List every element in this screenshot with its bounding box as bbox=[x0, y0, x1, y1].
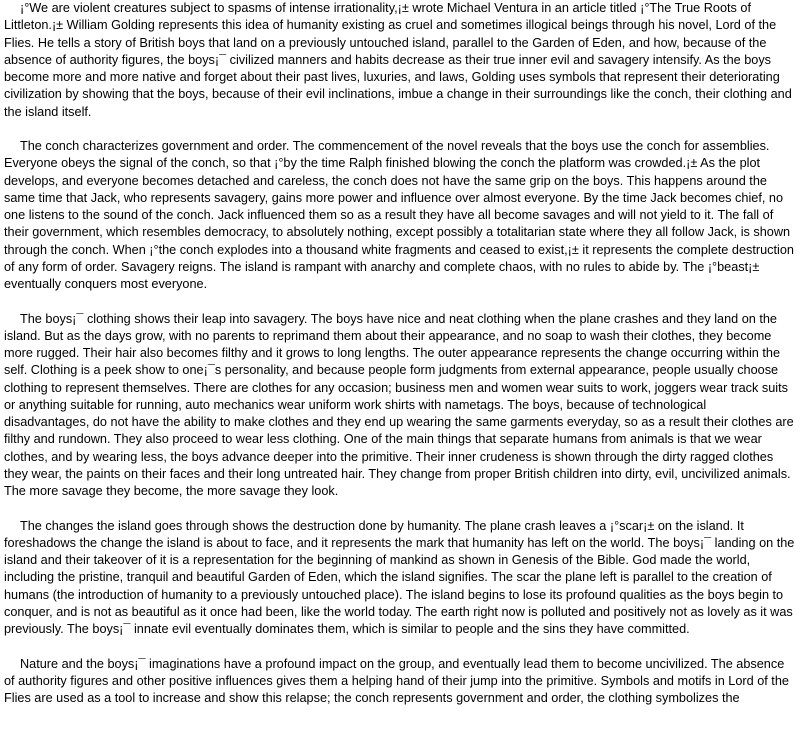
essay-paragraph-nature: Nature and the boys¡¯ imaginations have a profound impact on the group, and eventually lead them to become uncivilized. The absence of authority figures and other positive influences gives them a helping hand of their jump into the primitive. Symbols and motifs in Lord of the Flies are used as a tool to increase and show this relapse; the conch represents government and order, the clothing symbolizes the bbox=[4, 656, 789, 705]
essay-paragraph-clothing: The boys¡¯ clothing shows their leap into savagery. The boys have nice and neat clothing when the plane crashes and they land on the island. But as the days grow, with no parents to reprimand them about their appearance, and no soap to wash their clothes, they become more rugged. Their hair also becomes filthy and it grows to long lengths. The outer appearance represents the change occurring within the self. Clothing is a peek show to one¡¯s personality, and because people form judgments from external appearance, people usually choose clothing to represent themselves. There are clothes for any occasion; business men and women wear suits to work, joggers wear track suits or anything suitable for running, auto mechanics wear uniform work shirts with nametags. The boys, because of technological disadvantages, do not have the ability to make clothes and they end up wearing the same garments everyday, so as a result their clothes are filthy and rundown. They also proceed to wear less clothing. One of the main things that separate humans from animals is that we wear clothes, and by wearing less, the boys advance deeper into the primitive. Their inner crudeness is shown through the dirty ragged clothes they wear, the paints on their faces and their long untreated hair. They change from proper British children into dirty, evil, uncivilized animals. The more savage they become, the more savage they look. bbox=[4, 311, 794, 498]
essay-paragraph-conch: The conch characterizes government and order. The commencement of the novel reveals that the boys use the conch for assemblies. Everyone obeys the signal of the conch, so that ¡°by the time Ralph finished blowing the conch the platform was crowded.¡± As the plot develops, and everyone becomes detached and careless, the conch does not have the same grip on the boys. This happens around the same time that Jack, who represents savagery, gains more power and influence over almost everyone. By the time Jack becomes chief, no one listens to the sound of the conch. Jack influenced them so as a result they have all become savages and will not yield to it. The fall of their government, which resembles democracy, to absolutely nothing, except possibly a totalitarian state where they all follow Jack, is shown through the conch. When ¡°the conch explodes into a thousand white fragments and ceased to exist,¡± it represents the complete destruction of any form of order. Savagery reigns. The island is rampant with anarchy and complete chaos, with no rules to abide by. The ¡°beast¡± eventually conquers most everyone. bbox=[4, 139, 794, 291]
essay-paragraph-intro: ¡°We are violent creatures subject to spasms of intense irrationality,¡± wrote Michael Ventura in an article titled ¡°The True Roots of Littleton.¡± William Golding represents this idea of humanity existing as cruel and sometimes illogical beings through his novel, Lord of the Flies. He tells a story of British boys that land on a previously untouched island, parallel to the Garden of Eden, and how, because of the absence of authority figures, the boys¡¯ civilized manners and habits decrease as their true inner evil and savagery intensify. As the boys become more and more native and forget about their past lives, luxuries, and laws, Golding uses symbols that represent their deteriorating civilization by showing that the boys, because of their evil inclinations, imbue a change in their surroundings like the conch, their clothing and the island itself. bbox=[4, 1, 792, 119]
essay-paragraph-island: The changes the island goes through shows the destruction done by humanity. The plane crash leaves a ¡°scar¡± on the island. It foreshadows the change the island is about to face, and it represents the mark that humanity has left on the world. The boys¡¯ landing on the island and their takeover of it is a representation for the beginning of mankind as shown in Genesis of the Bible. God made the world, including the pristine, tranquil and beautiful Garden of Eden, which the island signifies. The scar the plane left is parallel to the creation of humans (the introduction of humanity to a previously untouched place). The island begins to lose its profound qualities as the boys begin to conquer, and is not as beautiful as it once had been, like the world today. The earth right now is polluted and positively not as lovely as it was previously. The boys¡¯ innate evil eventually dominates them, which is similar to people and the sins they have committed. bbox=[4, 518, 795, 636]
